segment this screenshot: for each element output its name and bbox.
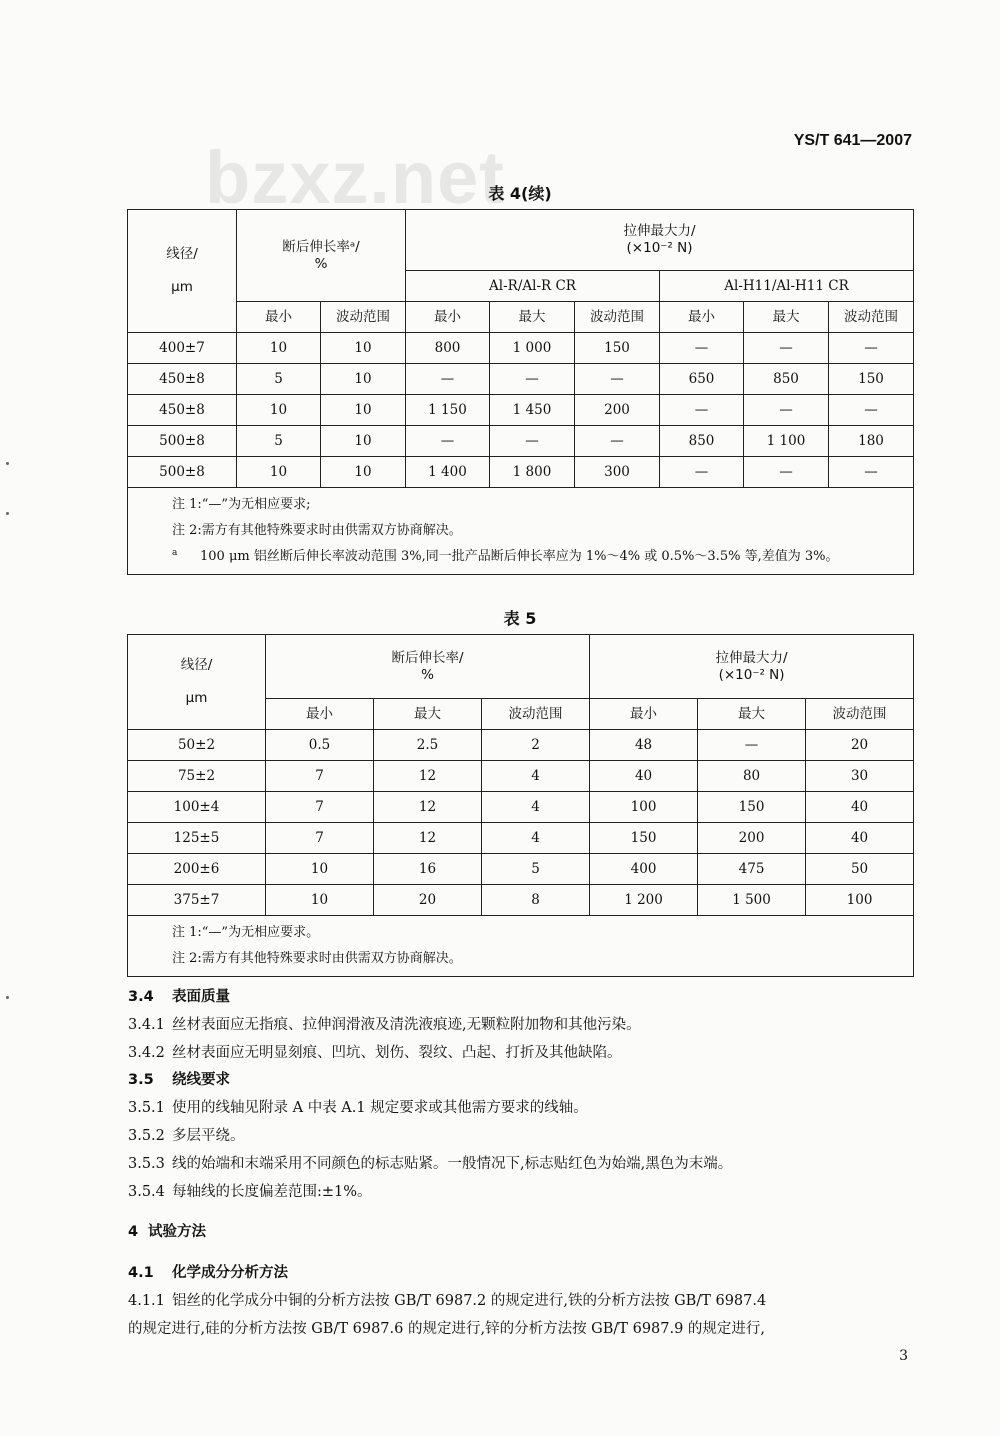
- sub-min: 最小: [406, 302, 490, 333]
- table-cell: —: [744, 333, 829, 364]
- section-4-heading: [128, 1219, 918, 1245]
- table4-notes-row: [128, 488, 914, 575]
- elong-unit-label: %: [421, 666, 434, 683]
- wire-dia-label: 线径/: [180, 656, 213, 673]
- table-cell: 200: [698, 823, 806, 854]
- table-cell: 5: [237, 426, 321, 457]
- table-cell: 1 100: [744, 426, 829, 457]
- table-cell: 150: [698, 792, 806, 823]
- wire-unit-label: μm: [171, 279, 193, 296]
- clause-4-1-1: [128, 1288, 918, 1314]
- sub-max: 最大: [374, 699, 482, 730]
- table5-notes: [128, 916, 914, 977]
- table-cell: 375±7: [128, 885, 266, 916]
- table-cell: 10: [237, 333, 321, 364]
- footnote-marker: a: [172, 548, 178, 558]
- table-cell: 450±8: [128, 364, 237, 395]
- table4: [127, 209, 914, 575]
- watermark: bzxz.net: [205, 136, 505, 219]
- table4-notes: [128, 488, 914, 575]
- table-cell: 650: [660, 364, 744, 395]
- group-al-h11: Al-H11/Al-H11 CR: [660, 271, 914, 302]
- table-cell: 1 150: [406, 395, 490, 426]
- table-row: [128, 823, 914, 854]
- table-row: [128, 792, 914, 823]
- table-cell: 450±8: [128, 395, 237, 426]
- table5-col-elong: [266, 635, 590, 699]
- sub-min: 最小: [590, 699, 698, 730]
- table5-notes-row: [128, 916, 914, 977]
- table5: [127, 634, 914, 977]
- table-cell: 850: [660, 426, 744, 457]
- table-cell: 12: [374, 823, 482, 854]
- scan-speck: [6, 462, 9, 465]
- force-unit-label: (×10⁻² N): [626, 240, 693, 256]
- table-row: [128, 395, 914, 426]
- clause-text: 使用的线轴见附录 A 中表 A.1 规定要求或其他需方要求的线轴。: [172, 1100, 588, 1116]
- table-cell: 150: [575, 333, 660, 364]
- clause-text: 多层平绕。: [172, 1128, 245, 1144]
- table4-header-row: [128, 210, 914, 271]
- table-cell: —: [575, 426, 660, 457]
- note-2: 注 2:需方有其他特殊要求时由供需双方协商解决。: [172, 523, 462, 538]
- table-cell: 200±6: [128, 854, 266, 885]
- table-row: [128, 457, 914, 488]
- table-cell: 2: [482, 730, 590, 761]
- wire-dia-label: 线径/: [166, 245, 198, 262]
- table-cell: 7: [266, 823, 374, 854]
- sub-min: 最小: [660, 302, 744, 333]
- elong-label: 断后伸长率/: [391, 649, 464, 666]
- group-al-r: Al-R/Al-R CR: [406, 271, 660, 302]
- table-row: [128, 885, 914, 916]
- section-number: 4: [128, 1224, 139, 1240]
- table-cell: 1 450: [490, 395, 575, 426]
- table-cell: 30: [806, 761, 914, 792]
- table-cell: 100±4: [128, 792, 266, 823]
- table-cell: 10: [266, 885, 374, 916]
- table-cell: 180: [829, 426, 914, 457]
- sub-range: 波动范围: [829, 302, 914, 333]
- table-cell: —: [575, 364, 660, 395]
- table-cell: 300: [575, 457, 660, 488]
- table-cell: 500±8: [128, 457, 237, 488]
- table-cell: 0.5: [266, 730, 374, 761]
- table-cell: 10: [237, 395, 321, 426]
- clause-number: 3.5.2: [128, 1128, 165, 1144]
- wire-unit-label: μm: [185, 690, 208, 707]
- section-number: 3.4: [128, 989, 154, 1005]
- table-cell: 400: [590, 854, 698, 885]
- table-cell: 150: [590, 823, 698, 854]
- clause-3-4-1: [128, 1012, 918, 1038]
- section-title: 表面质量: [172, 989, 230, 1005]
- table5-col-wire: [128, 635, 266, 730]
- clause-text: 丝材表面应无指痕、拉伸润滑液及清洗液痕迹,无颗粒附加物和其他污染。: [172, 1017, 641, 1033]
- table4-subheader-row: [128, 302, 914, 333]
- table-cell: 75±2: [128, 761, 266, 792]
- table-cell: 10: [321, 426, 406, 457]
- table-cell: 10: [237, 457, 321, 488]
- table-cell: 2.5: [374, 730, 482, 761]
- clause-number: 4.1.1: [128, 1293, 165, 1309]
- clause-3-5-1: [128, 1095, 918, 1121]
- table-row: [128, 761, 914, 792]
- sub-max: 最大: [490, 302, 575, 333]
- clause-4-1-1-cont: [128, 1316, 918, 1342]
- table-cell: 4: [482, 823, 590, 854]
- table-cell: —: [744, 457, 829, 488]
- clause-text: 丝材表面应无明显刻痕、凹坑、划伤、裂纹、凸起、打折及其他缺陷。: [172, 1045, 622, 1061]
- clause-3-5-3: [128, 1151, 918, 1177]
- table-cell: —: [660, 395, 744, 426]
- table5-header-row: [128, 635, 914, 699]
- table-cell: 10: [266, 854, 374, 885]
- table-cell: 10: [321, 364, 406, 395]
- table-row: [128, 333, 914, 364]
- table-cell: 100: [806, 885, 914, 916]
- table-cell: 12: [374, 792, 482, 823]
- table-cell: —: [490, 364, 575, 395]
- footnote-a: [172, 544, 913, 570]
- table-cell: 850: [744, 364, 829, 395]
- clause-number: 3.5.3: [128, 1156, 165, 1172]
- force-label: 拉伸最大力/: [623, 223, 696, 240]
- sub-range: 波动范围: [806, 699, 914, 730]
- sub-min: 最小: [266, 699, 374, 730]
- table-cell: 80: [698, 761, 806, 792]
- section-title: 试验方法: [148, 1224, 206, 1240]
- clause-number: 3.4.1: [128, 1017, 165, 1033]
- clause-3-5-4: [128, 1179, 918, 1205]
- table-cell: 40: [806, 792, 914, 823]
- table-cell: 10: [321, 395, 406, 426]
- table-cell: 800: [406, 333, 490, 364]
- clause-3-4-2: [128, 1040, 918, 1066]
- clause-text: 每轴线的长度偏差范围:±1%。: [172, 1184, 372, 1200]
- table-cell: 10: [321, 457, 406, 488]
- table-cell: —: [406, 426, 490, 457]
- scan-speck: [6, 996, 9, 999]
- note-2: 注 2:需方有其他特殊要求时由供需双方协商解决。: [172, 951, 462, 966]
- table-cell: 200: [575, 395, 660, 426]
- table-cell: 20: [806, 730, 914, 761]
- table-cell: 50: [806, 854, 914, 885]
- table-row: [128, 426, 914, 457]
- force-unit-label: (×10⁻² N): [718, 666, 785, 683]
- sub-max: 最大: [744, 302, 829, 333]
- table-cell: 475: [698, 854, 806, 885]
- table-cell: 125±5: [128, 823, 266, 854]
- table-row: [128, 730, 914, 761]
- table5-col-force: [590, 635, 914, 699]
- sub-range: 波动范围: [482, 699, 590, 730]
- table-cell: 40: [590, 761, 698, 792]
- table-cell: 48: [590, 730, 698, 761]
- table-row: [128, 364, 914, 395]
- elong-unit-label: %: [314, 255, 328, 272]
- table-cell: 4: [482, 761, 590, 792]
- table4-col-wire: [128, 210, 237, 333]
- clause-text: 铝丝的化学成分中铜的分析方法按 GB/T 6987.2 的规定进行,铁的分析方法按 GB/T 6987.4: [172, 1293, 767, 1309]
- scan-speck: [6, 512, 9, 515]
- table-cell: 10: [321, 333, 406, 364]
- table4-col-force: [406, 210, 914, 271]
- table-cell: 1 200: [590, 885, 698, 916]
- table-cell: —: [829, 395, 914, 426]
- table-cell: —: [490, 426, 575, 457]
- table5-caption: 表 5: [503, 609, 537, 628]
- table-cell: 12: [374, 761, 482, 792]
- table-cell: 40: [806, 823, 914, 854]
- sub-min: 最小: [237, 302, 321, 333]
- elong-label: 断后伸长率ᵃ/: [282, 238, 360, 255]
- section-3-5-heading: [128, 1067, 918, 1093]
- standard-number: YS/T 641—2007: [793, 132, 912, 149]
- page-number: 3: [899, 1348, 908, 1364]
- clause-number: 3.5.1: [128, 1100, 165, 1116]
- table-cell: 4: [482, 792, 590, 823]
- table-cell: 150: [829, 364, 914, 395]
- table-cell: 1 500: [698, 885, 806, 916]
- table-cell: 500±8: [128, 426, 237, 457]
- table-cell: —: [660, 333, 744, 364]
- section-title: 化学成分分析方法: [172, 1265, 288, 1281]
- table-cell: 1 000: [490, 333, 575, 364]
- clause-text: 线的始端和末端采用不同颜色的标志贴紧。一般情况下,标志贴红色为始端,黑色为末端。: [172, 1156, 733, 1172]
- sub-range: 波动范围: [321, 302, 406, 333]
- note-1: 注 1:“—”为无相应要求;: [172, 497, 311, 512]
- table-cell: 1 400: [406, 457, 490, 488]
- sub-max: 最大: [698, 699, 806, 730]
- table-cell: —: [660, 457, 744, 488]
- section-number: 4.1: [128, 1265, 154, 1281]
- table-cell: 8: [482, 885, 590, 916]
- clause-3-5-2: [128, 1123, 918, 1149]
- table-cell: —: [829, 457, 914, 488]
- clause-number: 3.5.4: [128, 1184, 165, 1200]
- section-4-1-heading: [128, 1260, 918, 1286]
- force-label: 拉伸最大力/: [715, 649, 788, 666]
- footnote-text: 100 μm 铝丝断后伸长率波动范围 3%,同一批产品断后伸长率应为 1%～4% 或 0.5%～3.5% 等,差值为 3%。: [200, 549, 839, 564]
- table-cell: 7: [266, 761, 374, 792]
- clause-number: 3.4.2: [128, 1045, 165, 1061]
- clause-text: 的规定进行,硅的分析方法按 GB/T 6987.6 的规定进行,锌的分析方法按 GB/T 6987.9 的规定进行,: [128, 1321, 766, 1337]
- table-cell: 100: [590, 792, 698, 823]
- table-cell: 7: [266, 792, 374, 823]
- table-cell: 1 800: [490, 457, 575, 488]
- table4-caption: 表 4(续): [488, 184, 552, 203]
- table-row: [128, 854, 914, 885]
- table-cell: 400±7: [128, 333, 237, 364]
- table4-col-elong: [237, 210, 406, 302]
- table-cell: —: [744, 395, 829, 426]
- table-cell: —: [829, 333, 914, 364]
- table-cell: —: [698, 730, 806, 761]
- table-cell: 5: [482, 854, 590, 885]
- section-number: 3.5: [128, 1072, 154, 1088]
- section-title: 绕线要求: [172, 1072, 230, 1088]
- sub-range: 波动范围: [575, 302, 660, 333]
- table-cell: 50±2: [128, 730, 266, 761]
- section-3-4-heading: [128, 984, 918, 1010]
- table-cell: 20: [374, 885, 482, 916]
- table-cell: 16: [374, 854, 482, 885]
- note-1: 注 1:“—”为无相应要求。: [172, 925, 320, 940]
- table-cell: —: [406, 364, 490, 395]
- table-cell: 5: [237, 364, 321, 395]
